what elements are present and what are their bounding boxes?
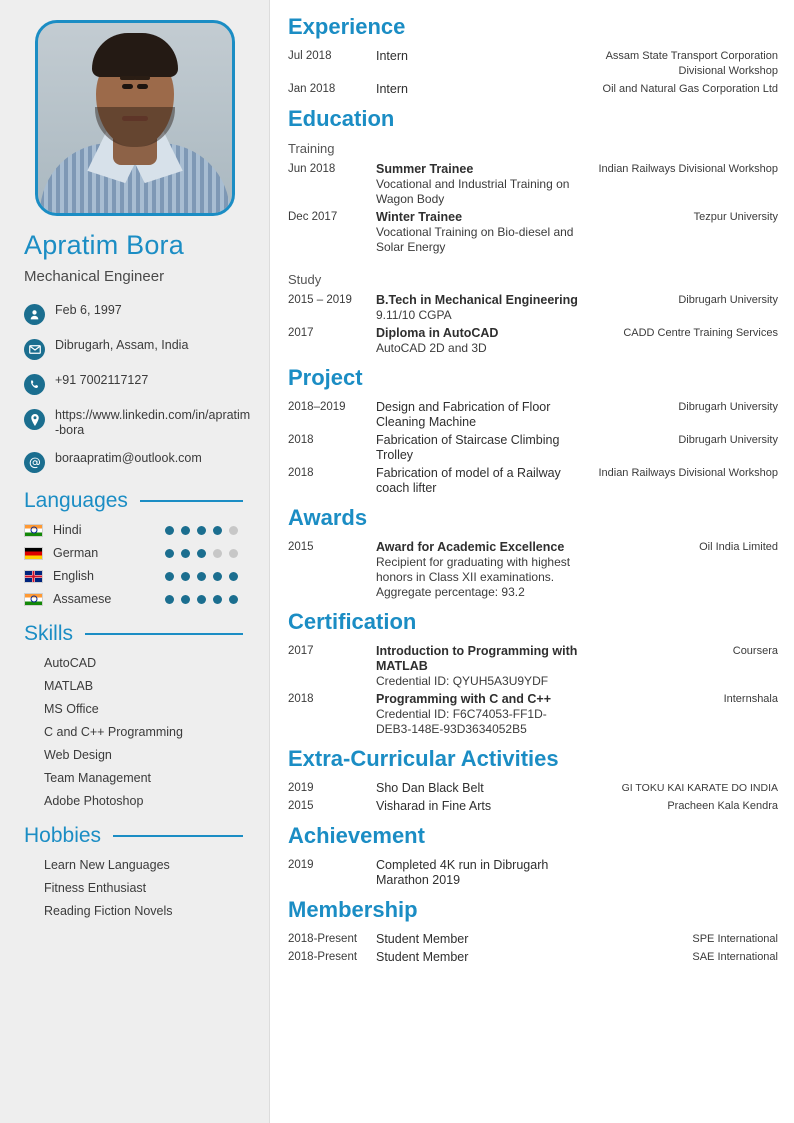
section-title: Hobbies bbox=[24, 824, 102, 847]
row-org: Pracheen Kala Kendra bbox=[667, 800, 778, 812]
location-pin-icon bbox=[24, 409, 45, 430]
row-date: 2018-Present bbox=[288, 951, 358, 963]
row-date: 2015 bbox=[288, 800, 314, 812]
section-header-skills bbox=[24, 622, 251, 646]
row-org: Dibrugarh University bbox=[678, 401, 778, 413]
list-item: Web Design bbox=[44, 748, 112, 762]
section-title-membership: Membership bbox=[288, 897, 418, 922]
row-title: Intern bbox=[376, 49, 408, 63]
sidebar bbox=[0, 0, 270, 1123]
contact-row-phone[interactable] bbox=[24, 373, 251, 395]
contact-text: boraapratim@outlook.com bbox=[55, 451, 202, 465]
language-label: Assamese bbox=[53, 592, 112, 606]
contact-list bbox=[24, 303, 251, 473]
section-title-extra-curricular: Extra-Curricular Activities bbox=[288, 746, 559, 771]
table-row bbox=[288, 858, 778, 891]
section-header-languages bbox=[24, 489, 251, 513]
table-row bbox=[288, 644, 778, 692]
flag-germany-icon bbox=[24, 547, 43, 560]
row-title: Visharad in Fine Arts bbox=[376, 799, 492, 813]
table-row bbox=[288, 293, 778, 326]
row-org: CADD Centre Training Services bbox=[623, 327, 778, 339]
row-title: Introduction to Programming with MATLAB bbox=[376, 644, 578, 673]
row-org: Indian Railways Divisional Workshop bbox=[598, 163, 778, 175]
main-content bbox=[270, 0, 794, 1123]
row-title: Intern bbox=[376, 82, 408, 96]
contact-row-linkedin[interactable] bbox=[24, 408, 251, 438]
row-desc: AutoCAD 2D and 3D bbox=[376, 341, 487, 355]
section-title-project: Project bbox=[288, 365, 363, 390]
list-item: Adobe Photoshop bbox=[44, 794, 144, 808]
row-title: Fabrication of model of a Railway coach lifter bbox=[376, 466, 561, 495]
membership-table bbox=[288, 932, 778, 968]
row-org: Tezpur University bbox=[693, 211, 778, 223]
list-item: C and C++ Programming bbox=[44, 725, 183, 739]
language-level bbox=[165, 572, 238, 581]
row-date: 2019 bbox=[288, 859, 314, 871]
row-title: Summer Trainee bbox=[376, 162, 474, 176]
row-date: Jun 2018 bbox=[288, 163, 336, 175]
list-item: AutoCAD bbox=[44, 656, 97, 670]
language-level bbox=[165, 595, 238, 604]
row-desc: Vocational Training on Bio-diesel and Solar Energy bbox=[376, 225, 574, 254]
page-title: Apratim Bora bbox=[24, 230, 184, 260]
table-row bbox=[288, 82, 778, 100]
language-level bbox=[165, 549, 238, 558]
row-desc: 9.11/10 CGPA bbox=[376, 308, 452, 322]
table-row bbox=[288, 162, 778, 210]
list-item bbox=[24, 592, 251, 606]
at-sign-icon bbox=[24, 452, 45, 473]
contact-text: Dibrugarh, Assam, India bbox=[55, 338, 189, 352]
row-date: Jan 2018 bbox=[288, 83, 336, 95]
list-item: Learn New Languages bbox=[44, 858, 170, 872]
row-date: 2015 bbox=[288, 541, 314, 553]
contact-text: +91 7002117127 bbox=[55, 373, 149, 387]
list-item bbox=[24, 569, 251, 583]
education-training-table bbox=[288, 162, 778, 258]
table-row bbox=[288, 950, 778, 968]
flag-india-icon bbox=[24, 593, 43, 606]
list-item: Fitness Enthusiast bbox=[44, 881, 147, 895]
row-date: 2018–2019 bbox=[288, 401, 346, 413]
subsection-label-study: Study bbox=[288, 272, 322, 287]
table-row bbox=[288, 692, 778, 740]
contact-text: https://www.linkedin.com/in/apratim-bora bbox=[55, 408, 251, 437]
education-study-table bbox=[288, 293, 778, 359]
table-row bbox=[288, 799, 778, 817]
row-org: Internshala bbox=[723, 693, 778, 705]
certification-table bbox=[288, 644, 778, 740]
row-date: 2019 bbox=[288, 782, 314, 794]
row-title: Design and Fabrication of Floor Cleaning Machine bbox=[376, 400, 551, 429]
row-date: 2017 bbox=[288, 645, 314, 657]
row-title: Programming with C and C++ bbox=[376, 692, 552, 706]
hobbies-list bbox=[44, 858, 251, 918]
table-row bbox=[288, 540, 778, 603]
row-date: Jul 2018 bbox=[288, 50, 332, 62]
language-level bbox=[165, 526, 238, 535]
row-date: 2015 – 2019 bbox=[288, 294, 352, 306]
flag-india-icon bbox=[24, 524, 43, 537]
section-title-awards: Awards bbox=[288, 505, 368, 530]
subsection-label-training: Training bbox=[288, 141, 335, 156]
row-title: Completed 4K run in Dibrugarh Marathon 2019 bbox=[376, 858, 549, 887]
avatar bbox=[35, 20, 235, 216]
envelope-icon bbox=[24, 339, 45, 360]
section-title: Skills bbox=[24, 622, 74, 645]
row-title: Student Member bbox=[376, 932, 469, 946]
row-title: Award for Academic Excellence bbox=[376, 540, 565, 554]
row-org: Dibrugarh University bbox=[678, 434, 778, 446]
row-org: Coursera bbox=[732, 645, 778, 657]
divider bbox=[140, 500, 243, 502]
table-row bbox=[288, 781, 778, 799]
extra-curricular-table bbox=[288, 781, 778, 817]
contact-row-birthdate bbox=[24, 303, 251, 325]
table-row bbox=[288, 326, 778, 359]
table-row bbox=[288, 433, 778, 466]
table-row bbox=[288, 466, 778, 499]
row-org: Oil and Natural Gas Corporation Ltd bbox=[602, 83, 778, 95]
divider bbox=[85, 633, 243, 635]
row-org: Dibrugarh University bbox=[678, 294, 778, 306]
contact-row-address bbox=[24, 338, 251, 360]
person-icon bbox=[24, 304, 45, 325]
row-title: B.Tech in Mechanical Engineering bbox=[376, 293, 578, 307]
table-row bbox=[288, 932, 778, 950]
row-date: 2018 bbox=[288, 467, 314, 479]
row-title: Sho Dan Black Belt bbox=[376, 781, 484, 795]
row-org: SPE International bbox=[692, 933, 778, 945]
row-desc: Recipient for graduating with highest honors in Class XII examinations. Aggregate percentage: 93.2 bbox=[376, 555, 571, 599]
row-org: Oil India Limited bbox=[699, 541, 778, 553]
flag-uk-icon bbox=[24, 570, 43, 583]
project-table bbox=[288, 400, 778, 499]
achievement-table bbox=[288, 858, 778, 891]
section-title-experience: Experience bbox=[288, 14, 406, 39]
row-desc: Vocational and Industrial Training on Wagon Body bbox=[376, 177, 570, 206]
list-item: MS Office bbox=[44, 702, 99, 716]
row-title: Fabrication of Staircase Climbing Trolley bbox=[376, 433, 560, 462]
language-label: English bbox=[53, 569, 94, 583]
portrait-photo bbox=[38, 23, 232, 213]
table-row bbox=[288, 400, 778, 433]
list-item: MATLAB bbox=[44, 679, 94, 693]
language-label: Hindi bbox=[53, 523, 82, 537]
row-date: Dec 2017 bbox=[288, 211, 338, 223]
row-title: Student Member bbox=[376, 950, 469, 964]
section-title-education: Education bbox=[288, 106, 395, 131]
language-label: German bbox=[53, 546, 99, 560]
contact-row-email[interactable] bbox=[24, 451, 251, 473]
row-org: Assam State Transport Corporation Divisional Workshop bbox=[605, 50, 778, 77]
row-org: SAE International bbox=[692, 951, 778, 963]
row-org: Indian Railways Divisional Workshop bbox=[598, 467, 778, 479]
list-item bbox=[24, 546, 251, 560]
skills-list bbox=[44, 656, 251, 808]
list-item: Team Management bbox=[44, 771, 152, 785]
divider bbox=[113, 835, 243, 837]
list-item: Reading Fiction Novels bbox=[44, 904, 173, 918]
table-row bbox=[288, 210, 778, 258]
row-org bbox=[578, 858, 778, 891]
section-title-certification: Certification bbox=[288, 609, 417, 634]
section-title-achievement: Achievement bbox=[288, 823, 425, 848]
row-date: 2017 bbox=[288, 327, 314, 339]
awards-table bbox=[288, 540, 778, 603]
row-org: GI TOKU KAI KARATE DO INDIA bbox=[621, 782, 778, 794]
languages-list bbox=[18, 523, 251, 606]
section-header-hobbies bbox=[24, 824, 251, 848]
row-title: Diploma in AutoCAD bbox=[376, 326, 499, 340]
row-date: 2018 bbox=[288, 693, 314, 705]
row-title: Winter Trainee bbox=[376, 210, 463, 224]
section-title: Languages bbox=[24, 489, 128, 512]
list-item bbox=[24, 523, 251, 537]
table-row bbox=[288, 49, 778, 82]
row-desc: Credential ID: F6C74053-FF1D-DEB3-148E-93D3634052B5 bbox=[376, 707, 547, 736]
job-title: Mechanical Engineer bbox=[24, 268, 165, 285]
row-date: 2018 bbox=[288, 434, 314, 446]
row-desc: Credential ID: QYUH5A3U9YDF bbox=[376, 674, 549, 688]
row-date: 2018-Present bbox=[288, 933, 358, 945]
experience-table bbox=[288, 49, 778, 100]
contact-text: Feb 6, 1997 bbox=[55, 303, 122, 317]
phone-icon bbox=[24, 374, 45, 395]
